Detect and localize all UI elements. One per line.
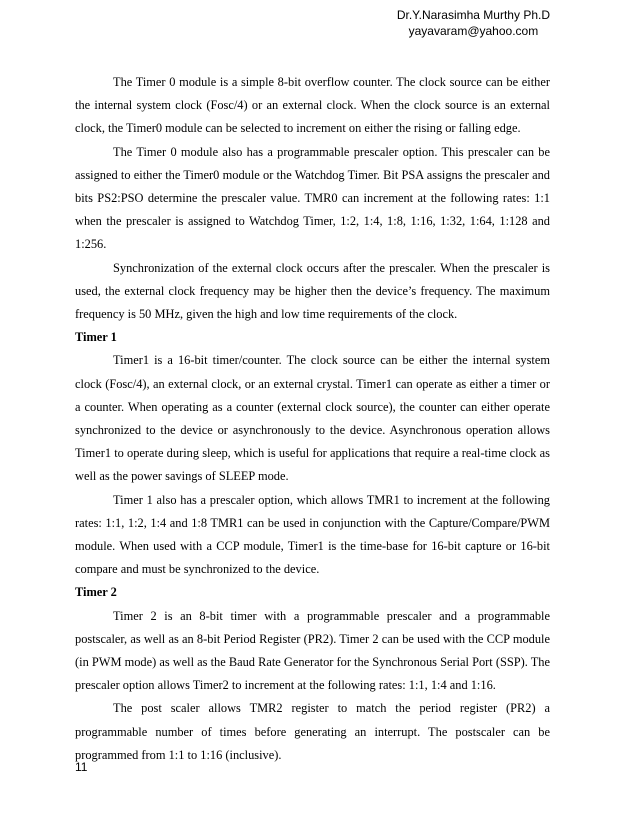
paragraph-timer2-intro: Timer 2 is an 8-bit timer with a programmable prescaler and a programmable postscaler, as well as an 8-bit Period Register (PR2). Timer 2 can be used with the CCP module (in PWM mode) as well as the Baud Rate Generator for the Synchronous Serial Port (SSP). The prescaler option allows Timer2 to increment at the following rates: 1:1, 1:4 and 1:16.: [75, 608, 551, 693]
paragraph-timer0-prescaler: The Timer 0 module also has a programmable prescaler option. This prescaler can be assigned to either the Timer0 module or the Watchdog Timer. Bit PSA assigns the prescaler and bits PS2:PSO determine the prescaler value. TMR0 can increment at the following rates: 1:1 when the prescaler is assigned to Watchdog Timer, 1:2, 1:4, 1:8, 1:16, 1:32, 1:64, 1:128 and 1:256.: [75, 144, 550, 252]
author-line: Dr.Y.Narasimha Murthy Ph.D: [396, 8, 550, 22]
document-body: [75, 71, 550, 767]
paragraph-timer1-prescaler: Timer 1 also has a prescaler option, which allows TMR1 to increment at the following rates: 1:1, 1:2, 1:4 and 1:8 TMR1 can be used in conjunction with the Capture/Compare/PWM module. When used with a CCP module, Timer1 is the time-base for 16-bit capture or 16-bit compare and must be synchronized to the device.: [75, 492, 550, 577]
page-number: 11: [75, 760, 88, 774]
paragraph-timer1-intro: Timer1 is a 16-bit timer/counter. The clock source can be either the internal system clock (Fosc/4), an external clock, or an external crystal. Timer1 can operate as either a timer or a counter. When operating as a counter (external clock source), the counter can either operate synchronized to the device or asynchronously to the device. Asynchronous operation allows Timer1 to operate during sleep, which is useful for applications that require a real-time clock as well as the power savings of SLEEP mode.: [75, 353, 550, 484]
paragraph-timer2-postscaler: The post scaler allows TMR2 register to match the period register (PR2) a programmable number of times before generating an interrupt. The postscaler can be programmed from 1:1 to 1:16 (inclusive).: [75, 701, 550, 762]
heading-timer1: Timer 1: [75, 330, 117, 345]
paragraph-timer0-intro: The Timer 0 module is a simple 8-bit overflow counter. The clock source can be either the internal system clock (Fosc/4) or an external clock. When the clock source is an external clock, the Timer0 module can be selected to increment on either the rising or falling edge.: [75, 75, 550, 136]
paragraph-timer0-sync: Synchronization of the external clock occurs after the prescaler. When the prescaler is used, the external clock frequency may be higher then the device’s frequency. The maximum frequency is 50 MHz, given the high and low time requirements of the clock.: [75, 260, 550, 322]
heading-timer2: Timer 2: [75, 585, 117, 600]
email-line: yayavaram@yahoo.com: [408, 24, 539, 38]
page-header: [397, 7, 550, 39]
